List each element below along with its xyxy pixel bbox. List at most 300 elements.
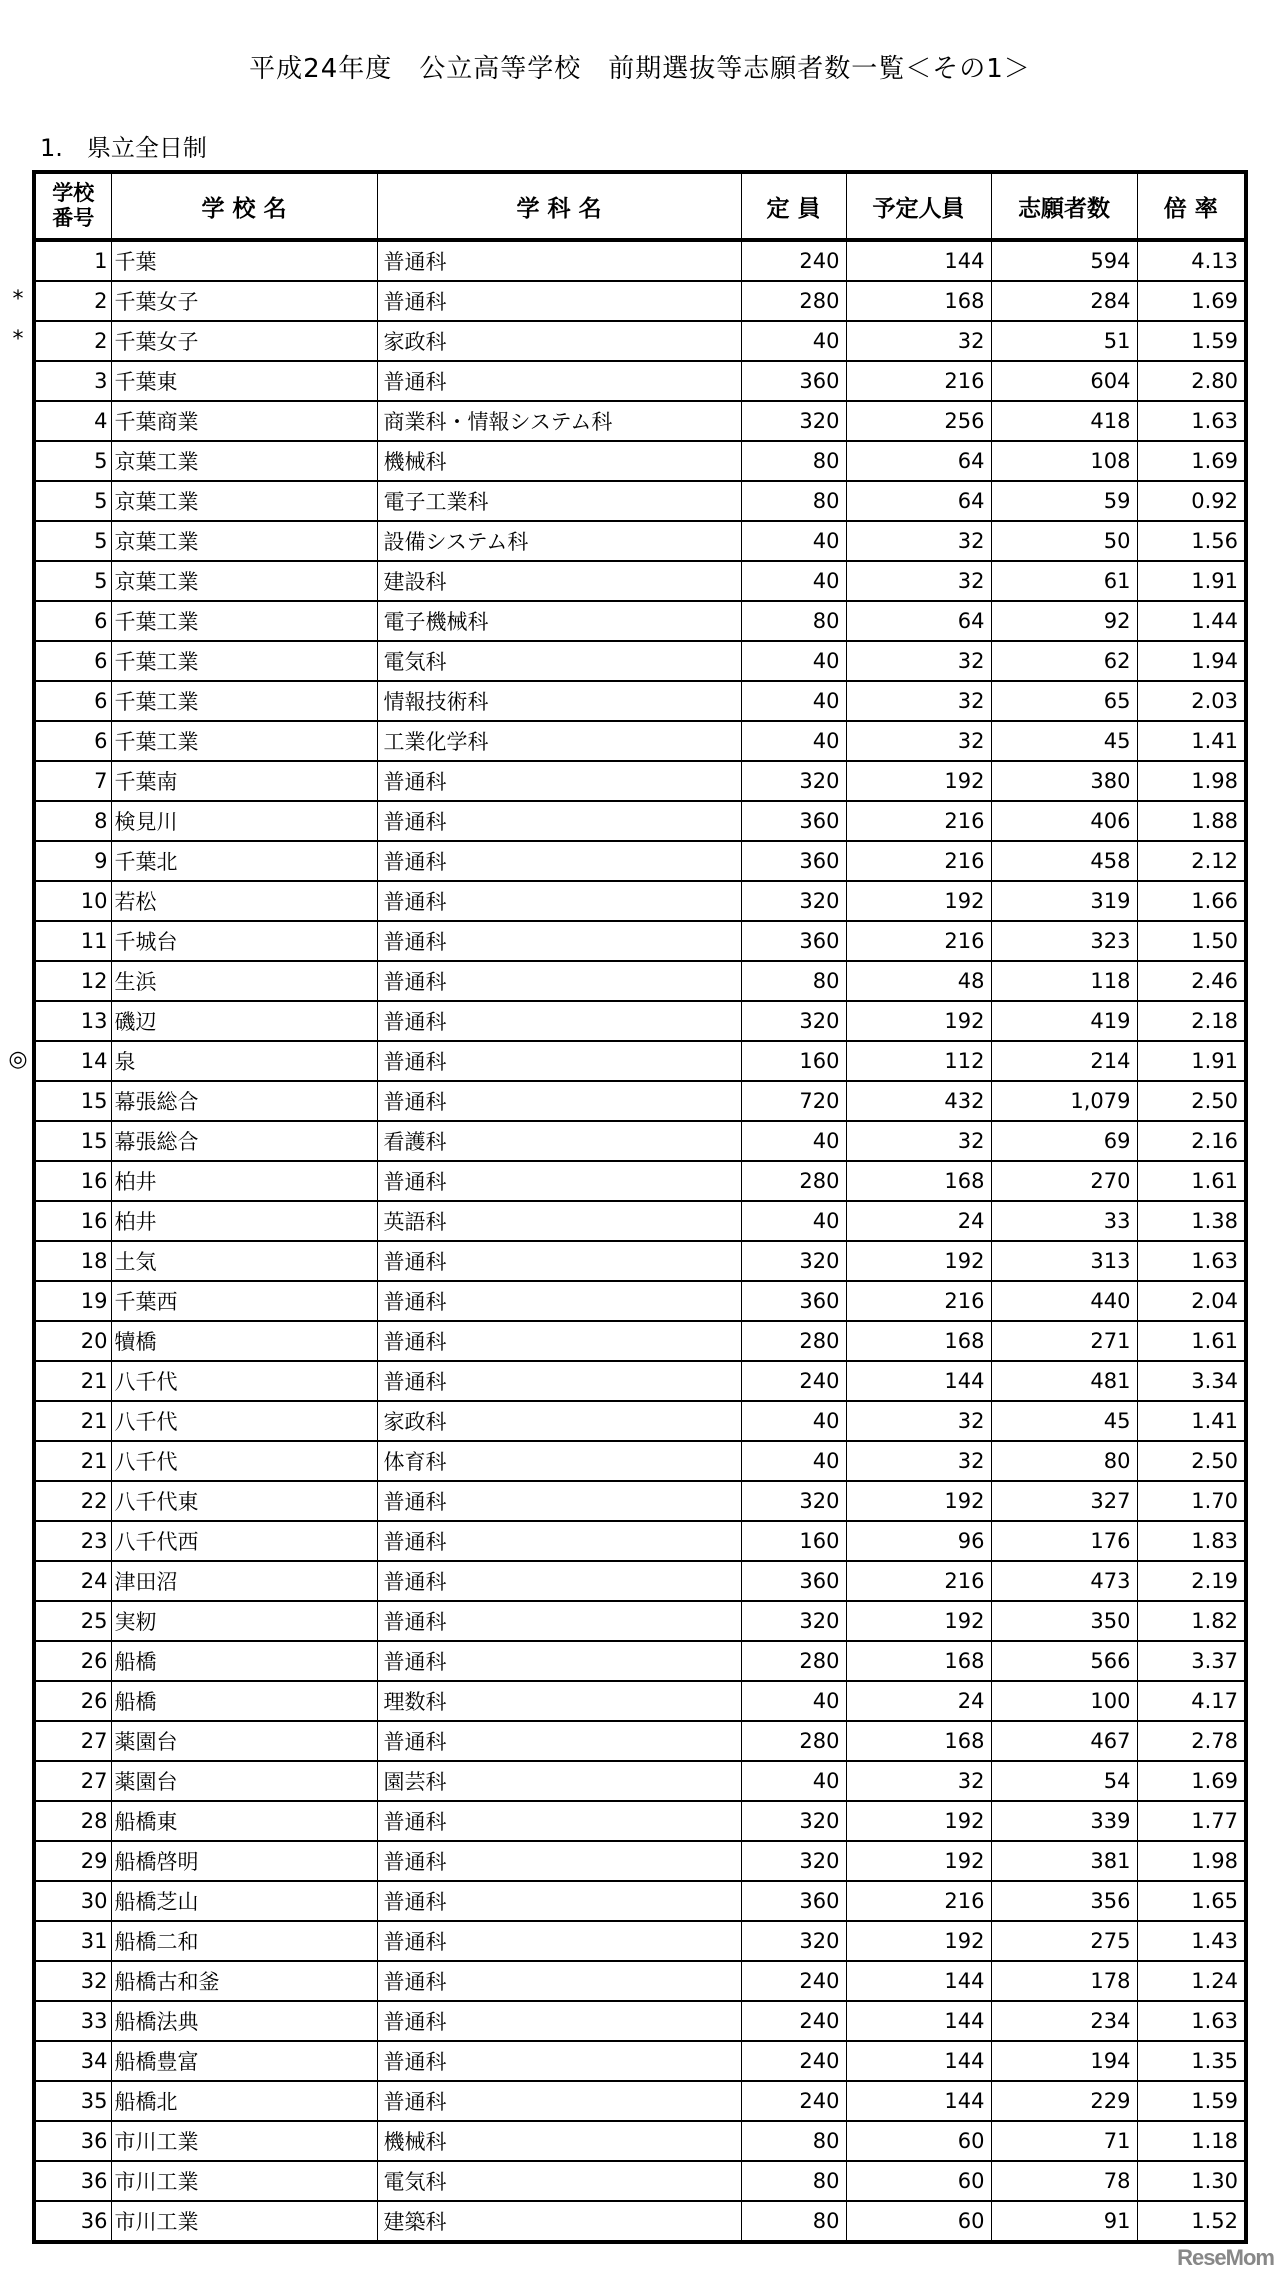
school-name-cell: 市川工業 [111, 2161, 377, 2201]
table-row [34, 401, 1246, 441]
school-name-cell: 京葉工業 [111, 441, 377, 481]
capacity-cell: 360 [741, 841, 846, 881]
department-cell: 園芸科 [377, 1761, 741, 1801]
department-cell: 商業科・情報システム科 [377, 401, 741, 441]
capacity-cell: 360 [741, 1281, 846, 1321]
school-name-cell: 京葉工業 [111, 481, 377, 521]
capacity-cell: 240 [741, 1961, 846, 2001]
table-row [34, 1361, 1246, 1401]
applicants-cell: 91 [991, 2201, 1137, 2242]
planned-cell: 144 [846, 240, 991, 281]
department-cell: 普通科 [377, 1721, 741, 1761]
school-name-cell: 生浜 [111, 961, 377, 1001]
school-name-cell: 薬園台 [111, 1761, 377, 1801]
table-row [34, 801, 1246, 841]
header-department: 学 科 名 [377, 172, 741, 240]
ratio-cell: 2.18 [1137, 1001, 1246, 1041]
header-planned: 予定人員 [846, 172, 991, 240]
ratio-cell: 1.44 [1137, 601, 1246, 641]
school-name-cell: 薬園台 [111, 1721, 377, 1761]
ratio-cell: 1.63 [1137, 2001, 1246, 2041]
school-name-cell: 若松 [111, 881, 377, 921]
table-row [34, 1241, 1246, 1281]
applicants-cell: 275 [991, 1921, 1137, 1961]
department-cell: 普通科 [377, 1801, 741, 1841]
planned-cell: 216 [846, 1561, 991, 1601]
school-name-cell: 検見川 [111, 801, 377, 841]
capacity-cell: 80 [741, 961, 846, 1001]
school-name-cell: 千葉東 [111, 361, 377, 401]
school-name-cell: 柏井 [111, 1161, 377, 1201]
school-number-cell: 6 [34, 721, 111, 761]
applicants-cell: 229 [991, 2081, 1137, 2121]
department-cell: 体育科 [377, 1441, 741, 1481]
planned-cell: 32 [846, 1121, 991, 1161]
school-name-cell: 千城台 [111, 921, 377, 961]
department-cell: 家政科 [377, 321, 741, 361]
school-number-cell: 36 [34, 2121, 111, 2161]
capacity-cell: 320 [741, 1481, 846, 1521]
applicants-cell: 69 [991, 1121, 1137, 1161]
school-number-cell: 29 [34, 1841, 111, 1881]
ratio-cell: 1.63 [1137, 1241, 1246, 1281]
table-row [34, 961, 1246, 1001]
department-cell: 普通科 [377, 2081, 741, 2121]
capacity-cell: 240 [741, 240, 846, 281]
applicants-cell: 381 [991, 1841, 1137, 1881]
planned-cell: 24 [846, 1201, 991, 1241]
ratio-cell: 2.50 [1137, 1081, 1246, 1121]
planned-cell: 32 [846, 561, 991, 601]
school-name-cell: 船橋二和 [111, 1921, 377, 1961]
ratio-cell: 1.94 [1137, 641, 1246, 681]
applicants-cell: 473 [991, 1561, 1137, 1601]
table-row [34, 1841, 1246, 1881]
double-circle-mark: ◎ [8, 1047, 28, 1072]
school-number-cell: 10 [34, 881, 111, 921]
applicants-cell: 194 [991, 2041, 1137, 2081]
department-cell: 普通科 [377, 1881, 741, 1921]
applicants-cell: 92 [991, 601, 1137, 641]
school-number-cell: 22 [34, 1481, 111, 1521]
ratio-cell: 3.34 [1137, 1361, 1246, 1401]
ratio-cell: 1.35 [1137, 2041, 1246, 2081]
school-name-cell: 市川工業 [111, 2201, 377, 2242]
applicants-cell: 566 [991, 1641, 1137, 1681]
ratio-cell: 1.56 [1137, 521, 1246, 561]
capacity-cell: 360 [741, 361, 846, 401]
applicants-cell: 108 [991, 441, 1137, 481]
ratio-cell: 1.88 [1137, 801, 1246, 841]
planned-cell: 192 [846, 1601, 991, 1641]
school-name-cell: 京葉工業 [111, 561, 377, 601]
school-number-cell: 16 [34, 1201, 111, 1241]
ratio-cell: 1.65 [1137, 1881, 1246, 1921]
table-row [34, 921, 1246, 961]
ratio-cell: 1.77 [1137, 1801, 1246, 1841]
department-cell: 普通科 [377, 1041, 741, 1081]
applicants-cell: 270 [991, 1161, 1137, 1201]
school-name-cell: 千葉北 [111, 841, 377, 881]
header-school-number [34, 172, 111, 240]
ratio-cell: 2.80 [1137, 361, 1246, 401]
table-body [34, 240, 1246, 2242]
department-cell: 普通科 [377, 1841, 741, 1881]
department-cell: 機械科 [377, 2121, 741, 2161]
table-row [34, 1321, 1246, 1361]
capacity-cell: 80 [741, 2161, 846, 2201]
school-name-cell: 船橋豊富 [111, 2041, 377, 2081]
planned-cell: 32 [846, 1761, 991, 1801]
ratio-cell: 2.16 [1137, 1121, 1246, 1161]
capacity-cell: 360 [741, 1881, 846, 1921]
ratio-cell: 2.46 [1137, 961, 1246, 1001]
applicants-cell: 418 [991, 401, 1137, 441]
school-name-cell: 犢橋 [111, 1321, 377, 1361]
applicants-table [32, 170, 1248, 2244]
school-name-cell: 津田沼 [111, 1561, 377, 1601]
school-number-cell: 18 [34, 1241, 111, 1281]
school-name-cell: 幕張総合 [111, 1121, 377, 1161]
school-number-cell: 3 [34, 361, 111, 401]
planned-cell: 216 [846, 1881, 991, 1921]
table-row [34, 441, 1246, 481]
planned-cell: 432 [846, 1081, 991, 1121]
school-name-cell: 千葉南 [111, 761, 377, 801]
school-name-cell: 千葉工業 [111, 721, 377, 761]
applicants-cell: 45 [991, 721, 1137, 761]
school-number-cell: 6 [34, 681, 111, 721]
table-row [34, 1041, 1246, 1081]
planned-cell: 60 [846, 2161, 991, 2201]
table-row [34, 2081, 1246, 2121]
school-name-cell: 千葉西 [111, 1281, 377, 1321]
department-cell: 家政科 [377, 1401, 741, 1441]
capacity-cell: 320 [741, 1001, 846, 1041]
school-name-cell: 市川工業 [111, 2121, 377, 2161]
planned-cell: 192 [846, 881, 991, 921]
department-cell: 普通科 [377, 761, 741, 801]
capacity-cell: 240 [741, 1361, 846, 1401]
school-name-cell: 泉 [111, 1041, 377, 1081]
ratio-cell: 1.83 [1137, 1521, 1246, 1561]
school-name-cell: 八千代 [111, 1401, 377, 1441]
table-row [34, 1801, 1246, 1841]
applicants-cell: 100 [991, 1681, 1137, 1721]
school-name-cell: 柏井 [111, 1201, 377, 1241]
school-number-cell: 23 [34, 1521, 111, 1561]
capacity-cell: 720 [741, 1081, 846, 1121]
capacity-cell: 320 [741, 761, 846, 801]
applicants-cell: 323 [991, 921, 1137, 961]
applicants-cell: 380 [991, 761, 1137, 801]
capacity-cell: 40 [741, 681, 846, 721]
applicants-cell: 33 [991, 1201, 1137, 1241]
ratio-cell: 1.41 [1137, 721, 1246, 761]
capacity-cell: 360 [741, 801, 846, 841]
applicants-cell: 214 [991, 1041, 1137, 1081]
school-number-cell: 16 [34, 1161, 111, 1201]
table-row [34, 1681, 1246, 1721]
school-number-cell: 1 [34, 240, 111, 281]
school-number-cell: 15 [34, 1081, 111, 1121]
planned-cell: 32 [846, 681, 991, 721]
planned-cell: 32 [846, 641, 991, 681]
school-name-cell: 千葉工業 [111, 641, 377, 681]
school-number-cell: 5 [34, 561, 111, 601]
capacity-cell: 280 [741, 1161, 846, 1201]
planned-cell: 144 [846, 1961, 991, 2001]
department-cell: 普通科 [377, 1161, 741, 1201]
department-cell: 情報技術科 [377, 681, 741, 721]
school-number-cell: 36 [34, 2201, 111, 2242]
school-number-cell: 11 [34, 921, 111, 961]
planned-cell: 192 [846, 1001, 991, 1041]
school-number-cell: 27 [34, 1761, 111, 1801]
header-applicants: 志願者数 [991, 172, 1137, 240]
ratio-cell: 1.69 [1137, 281, 1246, 321]
department-cell: 普通科 [377, 1321, 741, 1361]
ratio-cell: 2.03 [1137, 681, 1246, 721]
table-row [34, 1001, 1246, 1041]
school-name-cell: 船橋啓明 [111, 1841, 377, 1881]
planned-cell: 168 [846, 1641, 991, 1681]
ratio-cell: 1.61 [1137, 1321, 1246, 1361]
table-row [34, 881, 1246, 921]
header-ratio: 倍 率 [1137, 172, 1246, 240]
school-number-cell: 19 [34, 1281, 111, 1321]
school-number-cell: 34 [34, 2041, 111, 2081]
planned-cell: 144 [846, 2081, 991, 2121]
applicants-cell: 178 [991, 1961, 1137, 2001]
applicants-cell: 61 [991, 561, 1137, 601]
capacity-cell: 40 [741, 1401, 846, 1441]
ratio-cell: 2.04 [1137, 1281, 1246, 1321]
school-name-cell: 千葉女子 [111, 281, 377, 321]
applicants-cell: 594 [991, 240, 1137, 281]
table-header-row [34, 172, 1246, 240]
table-row [34, 1161, 1246, 1201]
table-row [34, 2041, 1246, 2081]
table-row [34, 1721, 1246, 1761]
capacity-cell: 40 [741, 1201, 846, 1241]
asterisk-mark: * [12, 287, 24, 312]
capacity-cell: 240 [741, 2081, 846, 2121]
ratio-cell: 1.91 [1137, 561, 1246, 601]
table-row [34, 481, 1246, 521]
planned-cell: 144 [846, 2041, 991, 2081]
table-row [34, 761, 1246, 801]
capacity-cell: 320 [741, 881, 846, 921]
ratio-cell: 1.63 [1137, 401, 1246, 441]
department-cell: 建設科 [377, 561, 741, 601]
school-number-cell: 6 [34, 641, 111, 681]
school-name-cell: 船橋 [111, 1641, 377, 1681]
applicants-cell: 350 [991, 1601, 1137, 1641]
ratio-cell: 2.50 [1137, 1441, 1246, 1481]
applicants-cell: 467 [991, 1721, 1137, 1761]
school-name-cell: 千葉工業 [111, 681, 377, 721]
ratio-cell: 1.59 [1137, 2081, 1246, 2121]
planned-cell: 216 [846, 361, 991, 401]
school-name-cell: 京葉工業 [111, 521, 377, 561]
ratio-cell: 1.52 [1137, 2201, 1246, 2242]
school-number-cell: 13 [34, 1001, 111, 1041]
department-cell: 普通科 [377, 2001, 741, 2041]
capacity-cell: 80 [741, 601, 846, 641]
school-name-cell: 八千代 [111, 1441, 377, 1481]
school-name-cell: 実籾 [111, 1601, 377, 1641]
planned-cell: 60 [846, 2121, 991, 2161]
school-number-cell: 35 [34, 2081, 111, 2121]
department-cell: 普通科 [377, 961, 741, 1001]
capacity-cell: 40 [741, 1761, 846, 1801]
school-number-cell: 26 [34, 1681, 111, 1721]
school-number-cell: 33 [34, 2001, 111, 2041]
ratio-cell: 4.13 [1137, 240, 1246, 281]
planned-cell: 216 [846, 1281, 991, 1321]
applicants-cell: 440 [991, 1281, 1137, 1321]
school-name-cell: 船橋東 [111, 1801, 377, 1841]
planned-cell: 192 [846, 1841, 991, 1881]
capacity-cell: 40 [741, 1681, 846, 1721]
applicants-cell: 59 [991, 481, 1137, 521]
school-number-cell: 12 [34, 961, 111, 1001]
table-row [34, 561, 1246, 601]
ratio-cell: 2.78 [1137, 1721, 1246, 1761]
table-row [34, 2201, 1246, 2242]
ratio-cell: 1.69 [1137, 441, 1246, 481]
applicants-cell: 50 [991, 521, 1137, 561]
school-number-cell: 25 [34, 1601, 111, 1641]
department-cell: 普通科 [377, 1001, 741, 1041]
applicants-cell: 339 [991, 1801, 1137, 1841]
school-number-cell: 30 [34, 1881, 111, 1921]
planned-cell: 216 [846, 801, 991, 841]
school-number-cell: 14 [34, 1041, 111, 1081]
department-cell: 普通科 [377, 240, 741, 281]
department-cell: 看護科 [377, 1121, 741, 1161]
ratio-cell: 1.61 [1137, 1161, 1246, 1201]
table-row [34, 721, 1246, 761]
school-number-cell: 9 [34, 841, 111, 881]
table-row [34, 1481, 1246, 1521]
school-name-cell: 八千代 [111, 1361, 377, 1401]
table-row [34, 2121, 1246, 2161]
department-cell: 電子機械科 [377, 601, 741, 641]
applicants-cell: 271 [991, 1321, 1137, 1361]
planned-cell: 60 [846, 2201, 991, 2242]
asterisk-mark: * [12, 327, 24, 352]
school-number-cell: 15 [34, 1121, 111, 1161]
header-label: 学校番号 [52, 181, 95, 230]
department-cell: 普通科 [377, 1521, 741, 1561]
department-cell: 電気科 [377, 641, 741, 681]
applicants-cell: 65 [991, 681, 1137, 721]
school-number-cell: 5 [34, 521, 111, 561]
applicants-cell: 80 [991, 1441, 1137, 1481]
header-capacity: 定 員 [741, 172, 846, 240]
table-row [34, 361, 1246, 401]
table-row [34, 1281, 1246, 1321]
table-row [34, 841, 1246, 881]
planned-cell: 216 [846, 921, 991, 961]
ratio-cell: 4.17 [1137, 1681, 1246, 1721]
applicants-cell: 62 [991, 641, 1137, 681]
planned-cell: 144 [846, 2001, 991, 2041]
school-number-cell: 27 [34, 1721, 111, 1761]
page-title: 平成24年度 公立高等学校 前期選抜等志願者数一覧＜その1＞ [249, 54, 1031, 84]
department-cell: 普通科 [377, 801, 741, 841]
table-row [34, 1561, 1246, 1601]
capacity-cell: 320 [741, 401, 846, 441]
department-cell: 普通科 [377, 1601, 741, 1641]
table-row [34, 1521, 1246, 1561]
planned-cell: 48 [846, 961, 991, 1001]
department-cell: 普通科 [377, 1641, 741, 1681]
school-name-cell: 八千代東 [111, 1481, 377, 1521]
capacity-cell: 320 [741, 1801, 846, 1841]
table-row [34, 1401, 1246, 1441]
capacity-cell: 320 [741, 1841, 846, 1881]
table-row [34, 2001, 1246, 2041]
applicants-cell: 313 [991, 1241, 1137, 1281]
department-cell: 電気科 [377, 2161, 741, 2201]
ratio-cell: 1.18 [1137, 2121, 1246, 2161]
department-cell: 普通科 [377, 1361, 741, 1401]
school-number-cell: 32 [34, 1961, 111, 2001]
department-cell: 普通科 [377, 1281, 741, 1321]
capacity-cell: 280 [741, 1721, 846, 1761]
planned-cell: 96 [846, 1521, 991, 1561]
resemom-logo: ReseMom [1177, 2245, 1274, 2270]
applicants-cell: 604 [991, 361, 1137, 401]
capacity-cell: 80 [741, 441, 846, 481]
department-cell: 普通科 [377, 281, 741, 321]
capacity-cell: 240 [741, 2001, 846, 2041]
table-row [34, 1641, 1246, 1681]
applicants-cell: 356 [991, 1881, 1137, 1921]
department-cell: 普通科 [377, 881, 741, 921]
table-row [34, 1121, 1246, 1161]
applicants-cell: 481 [991, 1361, 1137, 1401]
planned-cell: 192 [846, 1481, 991, 1521]
department-cell: 工業化学科 [377, 721, 741, 761]
ratio-cell: 1.98 [1137, 1841, 1246, 1881]
ratio-cell: 1.69 [1137, 1761, 1246, 1801]
ratio-cell: 1.59 [1137, 321, 1246, 361]
planned-cell: 32 [846, 1441, 991, 1481]
department-cell: 普通科 [377, 361, 741, 401]
school-name-cell: 千葉工業 [111, 601, 377, 641]
applicants-cell: 458 [991, 841, 1137, 881]
capacity-cell: 40 [741, 321, 846, 361]
capacity-cell: 320 [741, 1601, 846, 1641]
school-name-cell: 八千代西 [111, 1521, 377, 1561]
ratio-cell: 1.70 [1137, 1481, 1246, 1521]
capacity-cell: 320 [741, 1241, 846, 1281]
planned-cell: 192 [846, 761, 991, 801]
department-cell: 建築科 [377, 2201, 741, 2242]
capacity-cell: 80 [741, 2201, 846, 2242]
planned-cell: 256 [846, 401, 991, 441]
table-row [34, 1201, 1246, 1241]
applicants-cell: 51 [991, 321, 1137, 361]
school-number-cell: 8 [34, 801, 111, 841]
school-name-cell: 船橋古和釜 [111, 1961, 377, 2001]
ratio-cell: 1.82 [1137, 1601, 1246, 1641]
planned-cell: 144 [846, 1361, 991, 1401]
